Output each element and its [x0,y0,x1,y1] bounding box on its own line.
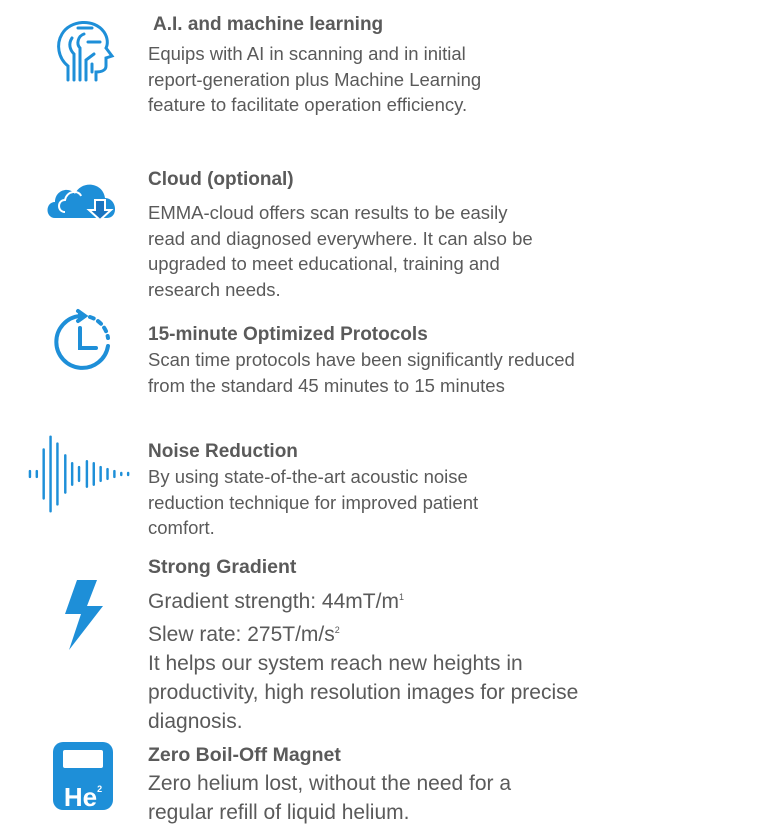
feature-description: EMMA-cloud offers scan results to be easily read and diagnosed everywhere. It can also be upgraded to meet educational, training and research needs. [148,202,533,300]
lightning-icon [28,580,138,650]
feature-description: Scan time protocols have been significantly reduced from the standard 45 minutes to 15 minutes [148,349,575,396]
feature-description: It helps our system reach new heights in productivity, high resolution images for precise diagnosis. [148,652,579,733]
feature-description: By using state-of-the-art acoustic noise reduction technique for improved patient comfort. [148,466,479,538]
feature-title: Noise Reduction [148,441,298,462]
feature-title: 15-minute Optimized Protocols [148,324,428,345]
helium-magnet-icon [28,742,138,810]
helium-symbol: He [63,782,98,812]
helium-superscript: 2 [97,784,103,794]
slew-rate-text: Slew rate: 275T/m/s [148,623,335,646]
gradient-strength [148,583,588,616]
gradient-strength-text: Gradient strength: 44mT/m [148,590,399,613]
clock-icon [28,308,138,374]
cloud-download-icon [28,176,138,222]
feature-title: A.I. and machine learning [153,14,384,35]
feature-title: Cloud (optional) [148,169,294,190]
feature-description: Equips with AI in scanning and in initial report-generation plus Machine Learning feature to facilitate operation efficiency. [148,43,482,115]
feature-title: Zero Boil-Off Magnet [148,744,341,766]
sound-wave-icon [26,433,136,515]
feature-title: Strong Gradient [148,556,297,578]
footnote-1: 1 [398,592,404,602]
ai-head-icon [28,14,138,84]
slew-rate [148,616,588,649]
feature-description: Zero helium lost, without the need for a regular refill of liquid helium. [148,772,512,824]
footnote-2: 2 [334,625,340,635]
